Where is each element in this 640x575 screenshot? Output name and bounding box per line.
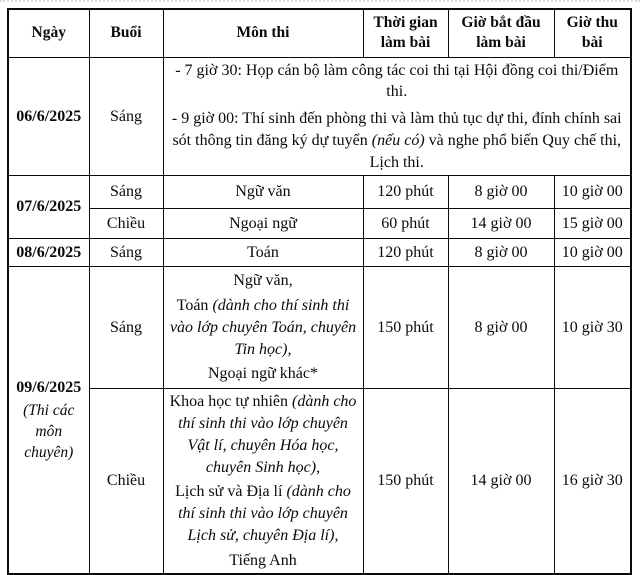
subject-cell: Ngữ văn — [163, 176, 363, 209]
session-cell: Sáng — [89, 239, 163, 267]
header-cell-duration: Thời gian làm bài — [363, 9, 448, 57]
collect-time-cell: 10 giờ 00 — [554, 239, 631, 267]
duration-cell: 150 phút — [363, 267, 448, 389]
subject-text-italic: (dành cho thí sinh thi vào lớp chuyên Lịch sử, chuyên Địa lí), — [178, 483, 351, 544]
start-time-cell: 14 giờ 00 — [448, 209, 554, 239]
start-time-cell: 8 giờ 00 — [448, 267, 554, 389]
subject-line — [168, 295, 359, 360]
instruction-text: và nghe phổ biến Quy chế thi, Lịch thi. — [369, 131, 622, 171]
row-09-06-2025-afternoon — [8, 389, 631, 575]
subject-line — [168, 481, 359, 546]
session-cell: Sáng — [89, 267, 163, 389]
collect-time-cell: 10 giờ 00 — [554, 176, 631, 209]
collect-time-cell: 10 giờ 30 — [554, 267, 631, 389]
instruction-paragraph — [168, 108, 627, 173]
row-09-06-2025-morning — [8, 267, 631, 389]
instructions-cell — [163, 57, 631, 176]
instruction-text-italic: (nếu có) — [371, 131, 425, 149]
subject-text: Lịch sử và Địa lí — [175, 483, 287, 501]
subject-line — [168, 363, 359, 385]
instruction-paragraph — [168, 60, 627, 104]
session-cell: Chiều — [89, 209, 163, 239]
subject-text: Tiếng Anh — [229, 551, 297, 569]
subject-cell — [163, 267, 363, 389]
date-cell — [8, 267, 89, 575]
session-cell: Chiều — [89, 389, 163, 575]
duration-cell: 60 phút — [363, 209, 448, 239]
subject-cell: Toán — [163, 239, 363, 267]
start-time-cell: 14 giờ 00 — [448, 389, 554, 575]
subject-text: Khoa học tự nhiên — [169, 393, 292, 411]
row-08-06-2025 — [8, 239, 631, 267]
collect-time-cell: 15 giờ 00 — [554, 209, 631, 239]
instruction-text: - 9 giờ 00: Thí sinh đến phòng thi và làm thủ tục dự thi, đính chính sai sót thông tin đăng ký dự tuyển — [171, 110, 622, 149]
subject-text: Ngữ văn, — [233, 272, 293, 290]
date-text: 09/6/2025 — [16, 378, 82, 396]
header-cell-session: Buổi — [89, 9, 163, 57]
date-cell: 06/6/2025 — [8, 57, 89, 176]
header-row — [8, 9, 631, 57]
header-cell-date: Ngày — [8, 9, 89, 57]
start-time-cell: 8 giờ 00 — [448, 176, 554, 209]
instruction-text: - 7 giờ 30: Họp cán bộ làm công tác coi thi tại Hội đồng coi thi/Điểm thi. — [175, 61, 619, 101]
subject-text: Ngoại ngữ khác* — [208, 365, 318, 383]
subject-text-italic: (dành cho thí sinh thi vào lớp chuyên Toán, chuyên Tin học), — [169, 297, 357, 358]
subject-line — [168, 270, 359, 292]
row-07-06-2025-morning — [8, 176, 631, 209]
duration-cell: 150 phút — [363, 389, 448, 575]
subject-text: Toán — [176, 297, 213, 315]
header-cell-start-time: Giờ bắt đầu làm bài — [448, 9, 554, 57]
header-cell-collect-time: Giờ thu bài — [554, 9, 631, 57]
row-06-06-2025 — [8, 57, 631, 176]
subject-cell — [163, 389, 363, 575]
subject-text-italic: (dành cho thí sinh thi vào lớp chuyên Vật lí, chuyên Hóa học, chuyên Sinh học), — [178, 393, 357, 476]
subject-line — [168, 550, 359, 572]
session-cell: Sáng — [89, 176, 163, 209]
exam-schedule-table — [7, 8, 632, 575]
duration-cell: 120 phút — [363, 239, 448, 267]
page-crop-edge — [0, 0, 640, 2]
date-cell: 07/6/2025 — [8, 176, 89, 239]
session-cell: Sáng — [89, 57, 163, 176]
collect-time-cell: 16 giờ 30 — [554, 389, 631, 575]
row-07-06-2025-afternoon — [8, 209, 631, 239]
duration-cell: 120 phút — [363, 176, 448, 209]
header-cell-subject: Môn thi — [163, 9, 363, 57]
start-time-cell: 8 giờ 00 — [448, 239, 554, 267]
subject-cell: Ngoại ngữ — [163, 209, 363, 239]
date-note: (Thi các môn chuyên) — [23, 401, 75, 461]
subject-line — [168, 391, 359, 478]
date-cell: 08/6/2025 — [8, 239, 89, 267]
